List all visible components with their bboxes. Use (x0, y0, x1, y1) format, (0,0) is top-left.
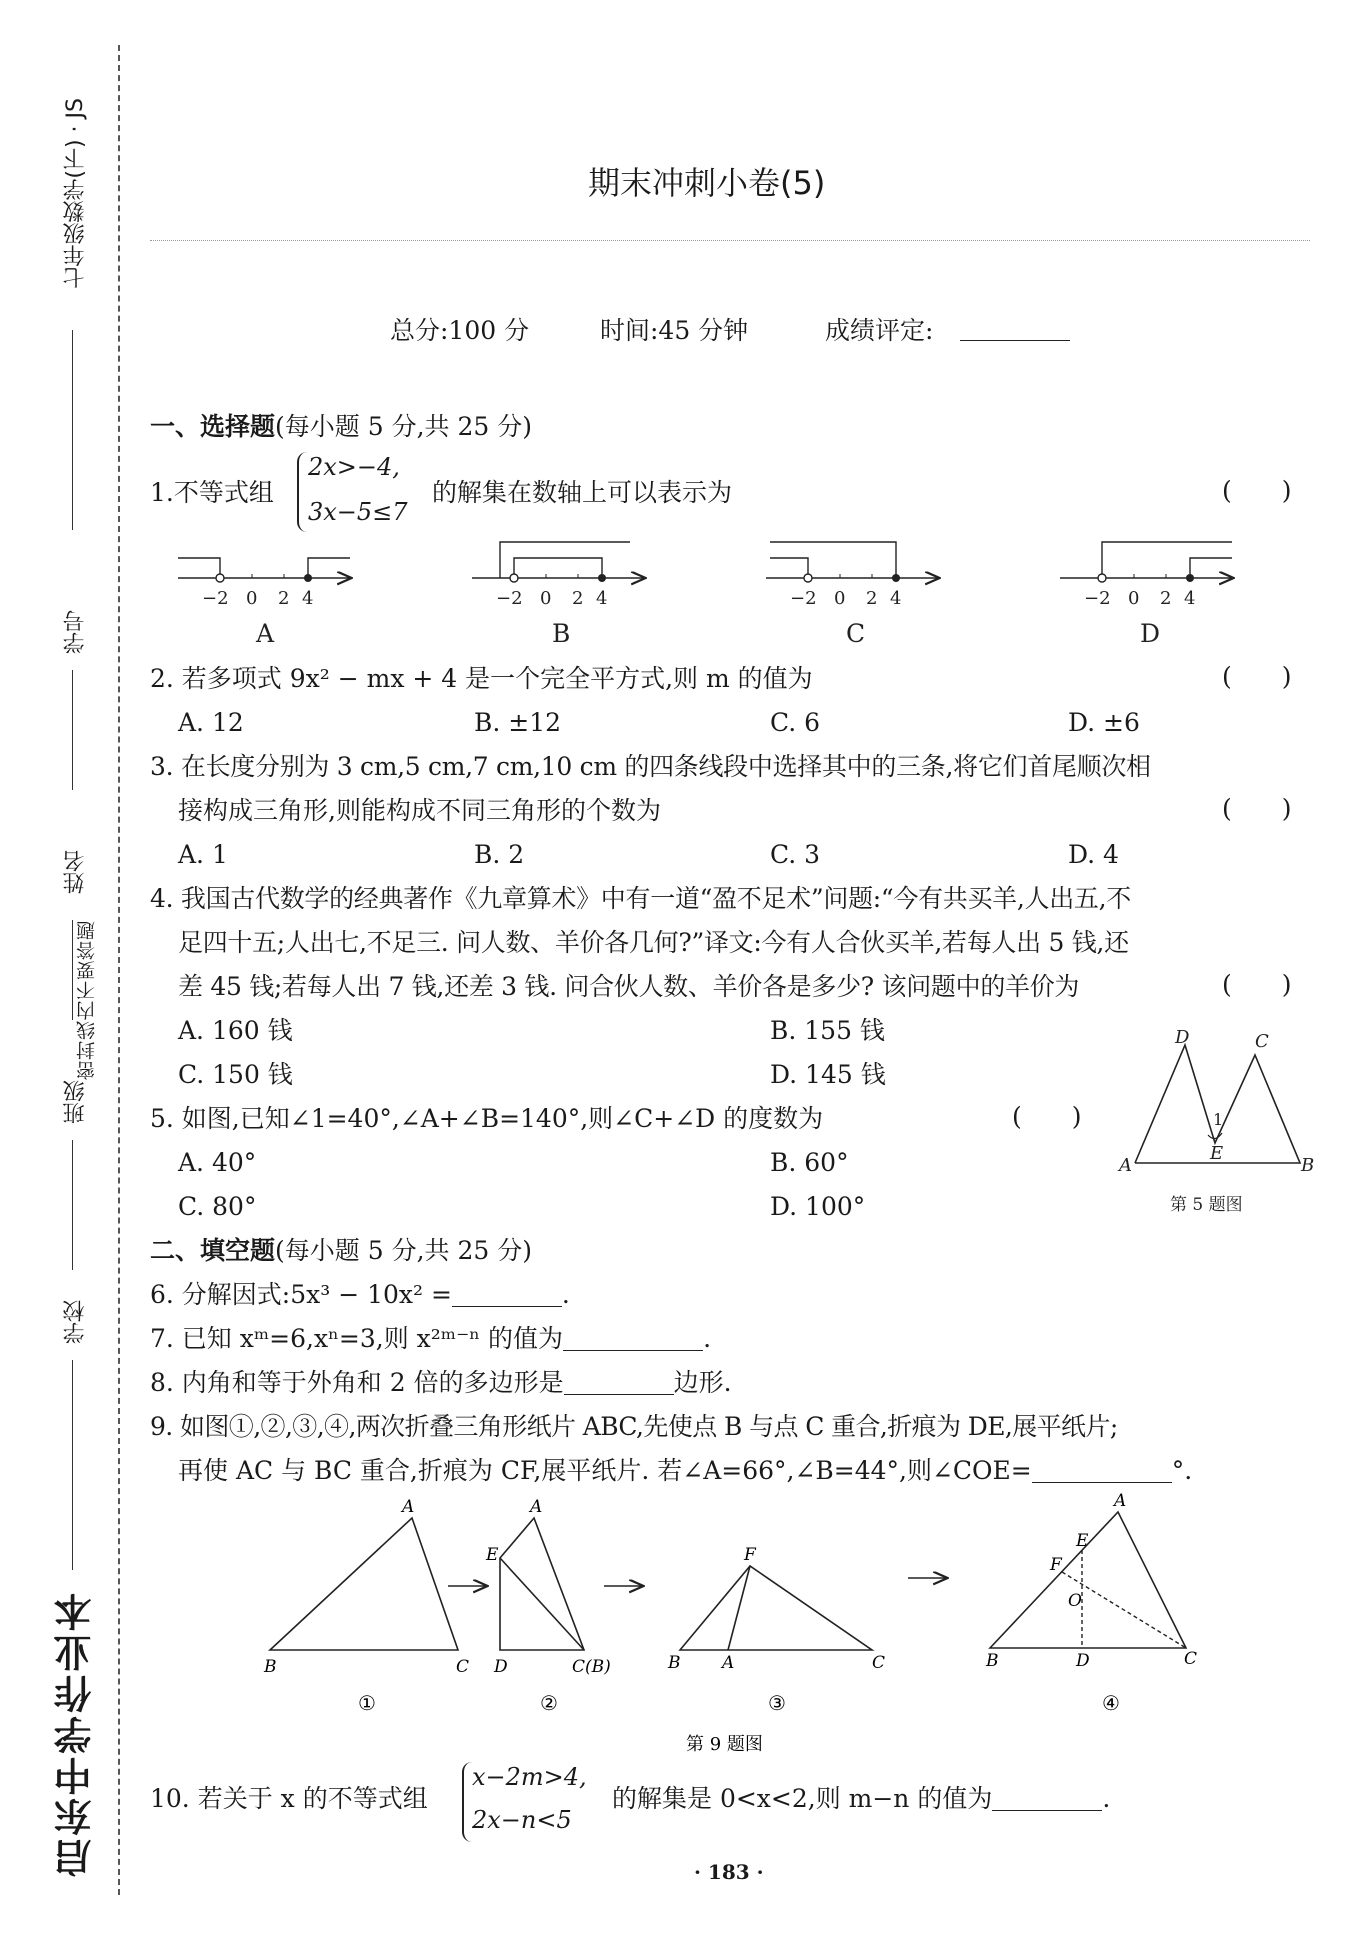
q6-text: 6. 分解因式:5x³ − 10x² = . (150, 1280, 570, 1309)
q4-line2: 足四十五;人出七,不足三. 问人数、羊价各几何?”译文:今有人合伙买羊,若每人出 5 钱,还 (178, 928, 1129, 957)
q9-caption: 第 9 题图 (686, 1734, 763, 1755)
q4-option-b[interactable]: B. 155 钱 (770, 1016, 885, 1045)
student-number-line (72, 670, 73, 790)
q9-line2: 再使 AC 与 BC 重合,折痕为 CF,展平纸片. 若∠A=66°,∠B=44°,则∠COE= °. (178, 1456, 1193, 1485)
q1-D-tick-4: 4 (1184, 588, 1196, 609)
q10-line2: 2x−n<5 (472, 1806, 572, 1834)
seal-notice: 密封线内不要答题 (76, 920, 98, 1080)
q7-answer-blank[interactable] (563, 1328, 703, 1351)
exam-time: 时间:45 分钟 (600, 316, 749, 345)
section1-heading (150, 414, 532, 439)
q5-option-a[interactable]: A. 40° (178, 1148, 257, 1177)
q3-option-d[interactable]: D. 4 (1068, 840, 1119, 869)
q9-fig2-A: A (530, 1497, 543, 1517)
q1-line1: 2x>−4, (308, 453, 400, 481)
q1-prefix: 1.不等式组 (150, 478, 274, 507)
q1-option-B[interactable]: B (552, 619, 571, 648)
q1-number-lines (160, 530, 1260, 650)
q1-B-tick-2: 2 (572, 588, 584, 609)
q8-text: 8. 内角和等于外角和 2 倍的多边形是 边形. (150, 1368, 732, 1397)
q9-fig1-A: A (402, 1497, 415, 1517)
section2-heading (150, 1238, 532, 1263)
book-label: 七年级数学(下) · JS (63, 98, 88, 289)
section2-note: (每小题 5 分,共 25 分) (275, 1236, 532, 1265)
q10-suffix: 的解集是 0<x<2,则 m−n 的值为 . (612, 1784, 1111, 1813)
total-score: 总分:100 分 (390, 316, 530, 345)
q5-figure (1115, 1025, 1315, 1220)
school-label: 学校 (63, 1300, 88, 1344)
q2-answer-bracket[interactable]: ( ) (1222, 662, 1292, 691)
q9-fig4-B: B (986, 1651, 999, 1671)
q9-fig1-C: C (456, 1657, 470, 1677)
q1-D-tick-neg2: −2 (1084, 588, 1111, 609)
q1-answer-bracket[interactable]: ( ) (1222, 476, 1292, 505)
q1-D-tick-2: 2 (1160, 588, 1172, 609)
q5-label-C: C (1255, 1031, 1269, 1052)
q2-option-c[interactable]: C. 6 (770, 708, 821, 737)
q9-fig2-CB: C(B) (572, 1657, 611, 1677)
q1-brace (297, 452, 307, 532)
q1-C-tick-4: 4 (890, 588, 902, 609)
q9-fig4-E: E (1076, 1531, 1089, 1551)
q5-label-1: 1 (1213, 1110, 1224, 1129)
page-title: 期末冲刺小卷(5) (588, 164, 826, 202)
q1-option-A[interactable]: A (256, 619, 275, 648)
section1-note: (每小题 5 分,共 25 分) (275, 412, 532, 441)
q3-answer-bracket[interactable]: ( ) (1222, 794, 1292, 823)
q1-axis-C[interactable] (766, 542, 938, 582)
q9-fig4-O: O (1068, 1591, 1082, 1611)
q4-option-c[interactable]: C. 150 钱 (178, 1060, 293, 1089)
q1-C-tick-0: 0 (834, 588, 846, 609)
q3-option-a[interactable]: A. 1 (178, 840, 228, 869)
q9-fig1-number: ① (358, 1691, 376, 1715)
q9-fig1 (263, 1497, 469, 1715)
q1-A-tick-0: 0 (246, 588, 258, 609)
seal-line (118, 45, 120, 1895)
q9-line1: 9. 如图①,②,③,④,两次折叠三角形纸片 ABC,先使点 B 与点 C 重合,折痕为 DE,展平纸片; (150, 1412, 1118, 1441)
student-number-label: 学号 (63, 610, 88, 654)
q1-axis-B[interactable] (472, 542, 644, 582)
school-line (72, 1360, 73, 1570)
q5-option-d[interactable]: D. 100° (770, 1192, 866, 1221)
name-label: 姓名 (63, 850, 88, 894)
q4-option-a[interactable]: A. 160 钱 (178, 1016, 293, 1045)
q1-option-C[interactable]: C (846, 619, 866, 648)
q9-fig4 (985, 1491, 1197, 1715)
q9-fig4-C: C (1184, 1649, 1198, 1669)
q5-label-E: E (1210, 1143, 1224, 1164)
q1-C-tick-2: 2 (866, 588, 878, 609)
q9-fig3-C: C (872, 1653, 886, 1673)
page-number: · 183 · (694, 1860, 764, 1884)
q9-fig2-E: E (486, 1545, 499, 1565)
q5-label-A: A (1119, 1155, 1132, 1176)
q10-brace (462, 1762, 472, 1842)
q1-axis-D[interactable] (1060, 542, 1232, 582)
q9-fig1-B: B (264, 1657, 277, 1677)
q9-fig3-A: A (722, 1653, 735, 1673)
q1-B-tick-0: 0 (540, 588, 552, 609)
grade-label: 成绩评定: (825, 316, 934, 345)
section1-title: 一、选择题 (150, 412, 276, 441)
q1-B-tick-neg2: −2 (496, 588, 523, 609)
q1-A-tick-4: 4 (302, 588, 314, 609)
q9-fig2 (485, 1497, 611, 1715)
class-label: 班级 (63, 1080, 88, 1124)
q2-option-d[interactable]: D. ±6 (1068, 708, 1140, 737)
q5-option-b[interactable]: B. 60° (770, 1148, 849, 1177)
q5-answer-bracket[interactable]: ( ) (1012, 1102, 1082, 1131)
q9-fig3 (667, 1545, 885, 1715)
brand: 启东中学作业本 (54, 1590, 98, 1877)
q9-fig3-number: ③ (768, 1691, 786, 1715)
section2-title: 二、填空题 (150, 1236, 276, 1265)
q1-option-D[interactable]: D (1140, 619, 1161, 648)
class-line (72, 1140, 73, 1270)
q4-option-d[interactable]: D. 145 钱 (770, 1060, 886, 1089)
grade-input[interactable] (960, 340, 1070, 341)
q3-line1: 3. 在长度分别为 3 cm,5 cm,7 cm,10 cm 的四条线段中选择其中的三条,将它们首尾顺次相 (150, 752, 1151, 781)
q10-prefix: 10. 若关于 x 的不等式组 (150, 1784, 428, 1813)
q1-D-tick-0: 0 (1128, 588, 1140, 609)
q9-fig3-F: F (744, 1545, 756, 1565)
q1-suffix: 的解集在数轴上可以表示为 (432, 478, 733, 507)
q2-option-b[interactable]: B. ±12 (474, 708, 562, 737)
q9-fig2-number: ② (540, 1691, 558, 1715)
q9-fig4-F: F (1050, 1555, 1062, 1575)
q5-text: 5. 如图,已知∠1=40°,∠A+∠B=140°,则∠C+∠D 的度数为 (150, 1104, 824, 1133)
title-rule (150, 240, 1310, 241)
q2-option-a[interactable]: A. 12 (178, 708, 244, 737)
q9-fig3-B: B (668, 1653, 681, 1673)
q5-label-D: D (1175, 1027, 1190, 1048)
q1-A-tick-neg2: −2 (202, 588, 229, 609)
q10-answer-blank[interactable] (992, 1788, 1102, 1811)
q4-answer-bracket[interactable]: ( ) (1222, 970, 1292, 999)
q1-B-tick-4: 4 (596, 588, 608, 609)
q2-text: 2. 若多项式 9x² − mx + 4 是一个完全平方式,则 m 的值为 (150, 664, 813, 693)
q6-answer-blank[interactable] (452, 1284, 562, 1307)
q1-C-tick-neg2: −2 (790, 588, 817, 609)
q3-option-b[interactable]: B. 2 (474, 840, 525, 869)
book-label-line (72, 330, 73, 530)
q3-line2: 接构成三角形,则能构成不同三角形的个数为 (178, 796, 661, 825)
q7-text: 7. 已知 xᵐ=6,xⁿ=3,则 x²ᵐ⁻ⁿ 的值为 . (150, 1324, 712, 1353)
q9-fig4-D: D (1076, 1651, 1090, 1671)
q5-label-B: B (1301, 1155, 1315, 1176)
q1-axis-A[interactable] (178, 558, 350, 582)
q9-figures (250, 1490, 1250, 1770)
q9-answer-blank[interactable] (1032, 1460, 1172, 1483)
q1-A-tick-2: 2 (278, 588, 290, 609)
q9-fig4-A: A (1114, 1491, 1127, 1511)
q1-line2: 3x−5≤7 (308, 498, 408, 526)
q9-fig4-number: ④ (1102, 1691, 1120, 1715)
q9-fig2-D: D (494, 1657, 508, 1677)
q5-option-c[interactable]: C. 80° (178, 1192, 257, 1221)
q4-line3: 差 45 钱;若每人出 7 钱,还差 3 钱. 问合伙人数、羊价各是多少? 该问题中的羊价为 (178, 972, 1080, 1001)
q3-option-c[interactable]: C. 3 (770, 840, 821, 869)
q5-caption: 第 5 题图 (1170, 1195, 1243, 1215)
q4-line1: 4. 我国古代数学的经典著作《九章算术》中有一道“盈不足术”问题:“今有共买羊,人出五,不 (150, 884, 1131, 913)
q10-line1: x−2m>4, (472, 1763, 587, 1791)
q8-answer-blank[interactable] (564, 1372, 674, 1395)
